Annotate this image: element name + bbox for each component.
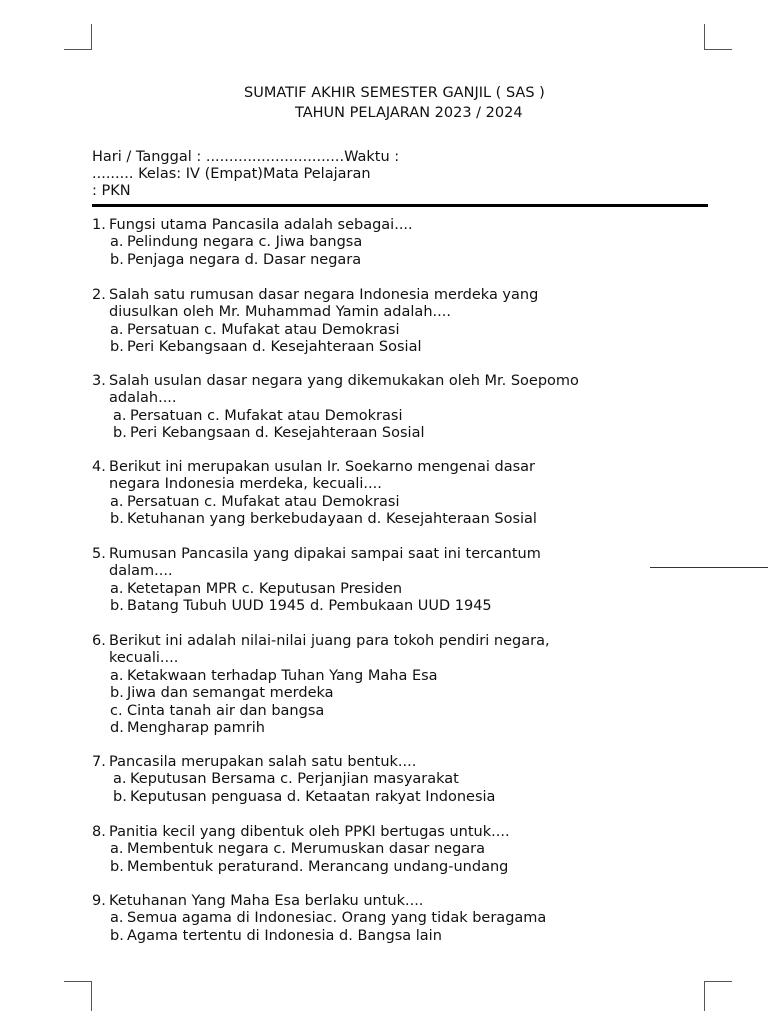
option-letter: b. (113, 788, 127, 805)
option-text: Keputusan penguasa d. Ketaatan rakyat Indonesia (130, 788, 496, 805)
option-letter: b. (110, 339, 124, 356)
question-line: kecuali.... (109, 650, 179, 667)
question-6 (92, 633, 550, 737)
question-text (92, 459, 537, 476)
crop-mark-bottom-left-v (91, 981, 92, 1011)
question-7 (92, 754, 495, 806)
option-text: Cinta tanah air dan bangsa (127, 702, 325, 719)
question-text (92, 546, 541, 563)
answer-option (92, 581, 541, 598)
question-line: Fungsi utama Pancasila adalah sebagai.... (109, 217, 413, 233)
question-line: Rumusan Pancasila yang dipakai sampai saat ini tercantum (109, 546, 541, 562)
option-letter: a. (110, 321, 124, 338)
option-letter: b. (110, 927, 124, 944)
question-line: diusulkan oleh Mr. Muhammad Yamin adalah.... (109, 304, 451, 321)
exam-title-line1: SUMATIF AKHIR SEMESTER GANJIL ( SAS ) (244, 85, 545, 101)
option-letter: b. (110, 511, 124, 528)
answer-option (92, 598, 541, 615)
question-line: Berikut ini merupakan usulan Ir. Soekarno mengenai dasar (109, 459, 536, 475)
option-letter: a. (110, 841, 124, 858)
option-text: Jiwa dan semangat merdeka (127, 685, 334, 702)
question-text (92, 824, 510, 841)
question-1 (92, 217, 413, 269)
question-text (92, 893, 546, 910)
crop-mark-bottom-left-h (64, 981, 92, 982)
answer-option (92, 252, 413, 269)
option-letter: b. (113, 425, 127, 442)
crop-mark-top-right-v (704, 24, 705, 50)
exam-title-line2: TAHUN PELAJARAN 2023 / 2024 (295, 105, 523, 121)
option-text: Semua agama di Indonesiac. Orang yang tidak beragama (127, 910, 547, 927)
question-4 (92, 459, 537, 529)
option-letter: a. (113, 407, 127, 424)
answer-option (92, 910, 546, 927)
question-line: Salah satu rumusan dasar negara Indonesia merdeka yang (109, 287, 539, 303)
question-line: Panitia kecil yang dibentuk oleh PPKI bertugas untuk.... (109, 824, 510, 840)
crop-mark-top-right-h (704, 49, 732, 50)
answer-option (92, 789, 495, 806)
answer-option (92, 685, 550, 702)
crop-mark-bottom-right-h (704, 981, 732, 982)
crop-mark-bottom-right-v (704, 981, 705, 1011)
option-text: Ketetapan MPR c. Keputusan Presiden (127, 580, 403, 597)
option-text: Keputusan Bersama c. Perjanjian masyarakat (130, 771, 459, 788)
question-text (92, 754, 495, 771)
option-text: Penjaga negara d. Dasar negara (127, 251, 362, 268)
option-text: Ketuhanan yang berkebudayaan d. Kesejahteraan Sosial (127, 511, 537, 528)
option-letter: a. (110, 580, 124, 597)
answer-option (92, 928, 546, 945)
option-text: Membentuk peraturand. Merancang undang-undang (127, 858, 509, 875)
option-letter: a. (110, 234, 124, 251)
question-number: 8. (92, 824, 106, 840)
answer-option (92, 668, 550, 685)
info-line-1: Hari / Tanggal : ..............................Waktu : (92, 149, 400, 165)
question-number: 6. (92, 633, 106, 649)
answer-option (92, 720, 550, 737)
margin-line (650, 567, 768, 568)
option-text: Persatuan c. Mufakat atau Demokrasi (127, 321, 400, 338)
option-letter: b. (110, 251, 124, 268)
question-3 (92, 373, 579, 443)
header-divider (92, 204, 708, 207)
option-text: Ketakwaan terhadap Tuhan Yang Maha Esa (127, 667, 438, 684)
option-letter: a. (110, 493, 124, 510)
question-number: 3. (92, 373, 106, 389)
crop-mark-top-left-v (91, 24, 92, 50)
question-number: 9. (92, 893, 106, 909)
option-letter: c. (110, 702, 123, 719)
question-line: Salah usulan dasar negara yang dikemukakan oleh Mr. Soepomo (109, 373, 579, 389)
option-letter: d. (110, 719, 124, 736)
option-text: Persatuan c. Mufakat atau Demokrasi (130, 407, 403, 424)
question-9 (92, 893, 546, 945)
question-5 (92, 546, 541, 616)
option-letter: a. (110, 910, 124, 927)
info-line-2: ......... Kelas: IV (Empat)Mata Pelajaran (92, 166, 371, 182)
answer-option (92, 234, 413, 251)
question-number: 7. (92, 754, 106, 770)
option-text: Persatuan c. Mufakat atau Demokrasi (127, 493, 400, 510)
question-line: adalah.... (109, 390, 177, 407)
option-text: Agama tertentu di Indonesia d. Bangsa lain (127, 927, 442, 944)
question-2 (92, 287, 538, 357)
option-letter: a. (110, 667, 124, 684)
question-line: dalam.... (109, 563, 173, 580)
answer-option (92, 511, 537, 528)
option-text: Mengharap pamrih (127, 719, 265, 736)
answer-option (92, 859, 510, 876)
option-text: Batang Tubuh UUD 1945 d. Pembukaan UUD 1945 (127, 598, 492, 615)
option-letter: b. (110, 685, 124, 702)
question-text (92, 373, 579, 390)
answer-option (92, 339, 538, 356)
answer-option (92, 703, 550, 720)
question-number: 1. (92, 217, 106, 233)
option-letter: a. (113, 771, 127, 788)
answer-option (92, 771, 495, 788)
answer-option (92, 494, 537, 511)
question-number: 5. (92, 546, 106, 562)
question-line: Ketuhanan Yang Maha Esa berlaku untuk.... (109, 893, 424, 909)
question-line: Pancasila merupakan salah satu bentuk.... (109, 754, 417, 770)
answer-option (92, 841, 510, 858)
question-text (92, 217, 413, 234)
question-text (92, 287, 538, 304)
option-letter: b. (110, 598, 124, 615)
option-text: Peri Kebangsaan d. Kesejahteraan Sosial (127, 339, 422, 356)
answer-option (92, 322, 538, 339)
crop-mark-top-left-h (64, 49, 92, 50)
option-text: Peri Kebangsaan d. Kesejahteraan Sosial (130, 425, 425, 442)
question-line: negara Indonesia merdeka, kecuali.... (109, 476, 382, 493)
option-text: Membentuk negara c. Merumuskan dasar negara (127, 841, 486, 858)
question-text (92, 633, 550, 650)
question-line: Berikut ini adalah nilai-nilai juang para tokoh pendiri negara, (109, 633, 550, 649)
option-text: Pelindung negara c. Jiwa bangsa (127, 234, 363, 251)
question-number: 4. (92, 459, 106, 475)
info-line-3: : PKN (92, 183, 131, 199)
answer-option (92, 408, 579, 425)
option-letter: b. (110, 858, 124, 875)
question-number: 2. (92, 287, 106, 303)
answer-option (92, 425, 579, 442)
question-8 (92, 824, 510, 876)
